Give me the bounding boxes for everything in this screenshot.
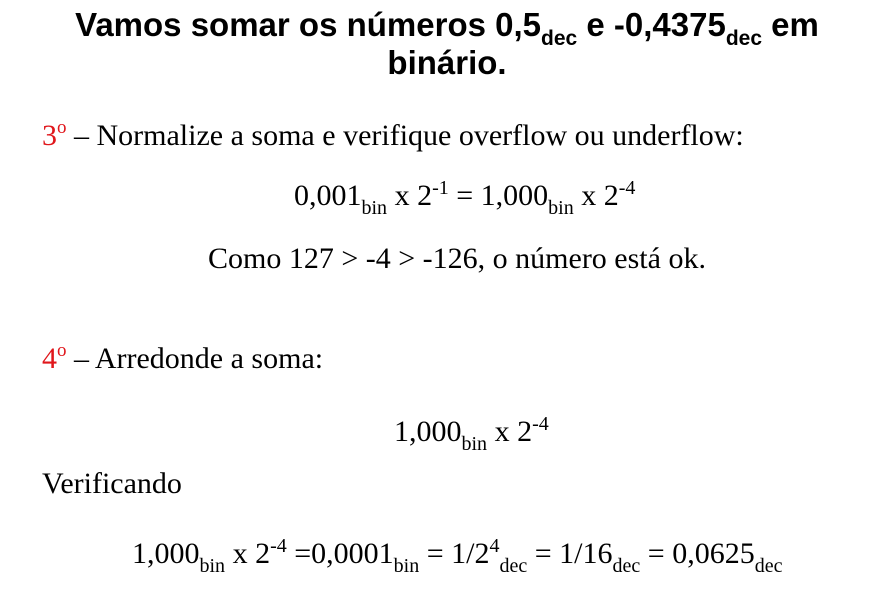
verify-label: Verificando: [42, 467, 182, 500]
verify-equation: $1,000_{bin}$ x $2^{-4} =0,0001_{bin} = 1/2^4_{dec} = 1/16_{dec} = 0,0625_{dec}$: [132, 535, 783, 577]
step-4-number: 4$^o$: [42, 340, 67, 375]
step-4-equation: $1,000_{bin}$ x $2^{-4}$: [394, 413, 549, 455]
slide-title-line-2: binário.: [387, 44, 507, 81]
step-3-number: 3$^o$: [42, 117, 67, 152]
slide-title: [0, 6, 894, 82]
slide-title-line-1: Vamos somar os números $0,5_{dec}$ e $-0,4375_{dec}$ em: [75, 6, 819, 50]
step-3-check-text: Como 127 > -4 > -126, o número está ok.: [208, 242, 706, 275]
step-4-text: – Arredonde a soma:: [66, 342, 324, 375]
step-3-heading: [42, 118, 744, 154]
step-4-heading: [42, 341, 323, 377]
step-3-equation: $0,001_{bin}$ x $2^{-1} = 1,000_{bin}$ x $2^{-4}$: [294, 177, 636, 219]
step-3-text: – Normalize a soma e verifique overflow ou underflow:: [66, 119, 744, 152]
